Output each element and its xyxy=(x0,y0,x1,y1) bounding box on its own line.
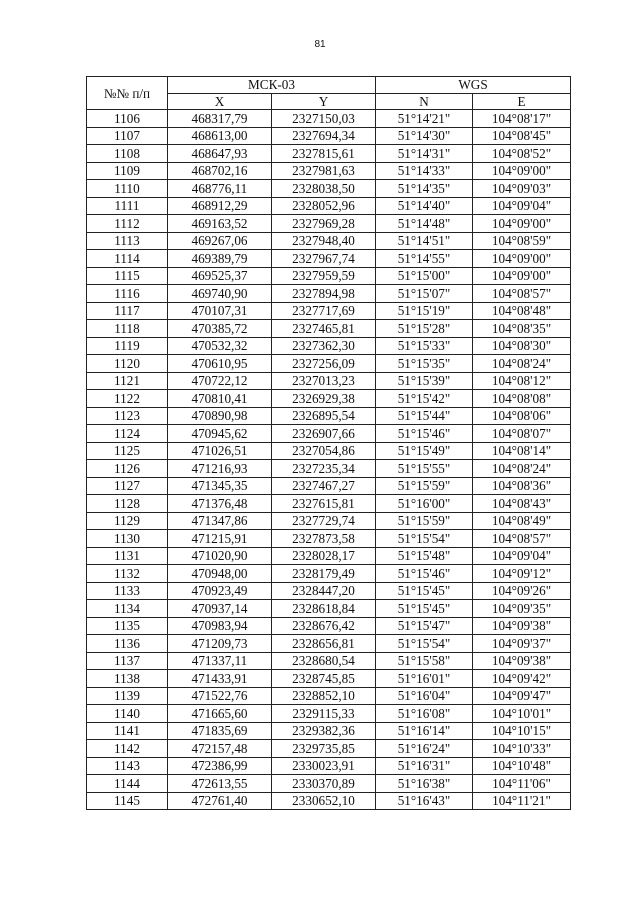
cell-n: 51°15'39" xyxy=(376,372,473,390)
cell-n: 51°15'07" xyxy=(376,285,473,303)
table-row xyxy=(87,460,571,478)
table-body xyxy=(87,110,571,810)
cell-point-number: 1119 xyxy=(87,337,168,355)
header-msk-03: МСК-03 xyxy=(168,77,376,94)
cell-y: 2327467,27 xyxy=(272,477,376,495)
cell-point-number: 1142 xyxy=(87,740,168,758)
table-row xyxy=(87,652,571,670)
cell-n: 51°16'14" xyxy=(376,722,473,740)
cell-x: 472386,99 xyxy=(168,757,272,775)
cell-e: 104°08'08" xyxy=(473,390,571,408)
cell-e: 104°09'00" xyxy=(473,162,571,180)
cell-x: 471020,90 xyxy=(168,547,272,565)
cell-x: 470937,14 xyxy=(168,600,272,618)
cell-e: 104°09'12" xyxy=(473,565,571,583)
cell-x: 470948,00 xyxy=(168,565,272,583)
table-row xyxy=(87,687,571,705)
table-row xyxy=(87,670,571,688)
cell-point-number: 1125 xyxy=(87,442,168,460)
cell-y: 2330023,91 xyxy=(272,757,376,775)
cell-x: 471376,48 xyxy=(168,495,272,513)
cell-n: 51°15'44" xyxy=(376,407,473,425)
cell-y: 2326895,54 xyxy=(272,407,376,425)
header-wgs: WGS xyxy=(376,77,571,94)
cell-e: 104°08'24" xyxy=(473,355,571,373)
cell-y: 2327717,69 xyxy=(272,302,376,320)
cell-y: 2327465,81 xyxy=(272,320,376,338)
cell-x: 470890,98 xyxy=(168,407,272,425)
table-row xyxy=(87,407,571,425)
cell-point-number: 1133 xyxy=(87,582,168,600)
header-e: E xyxy=(473,93,571,110)
cell-y: 2328852,10 xyxy=(272,687,376,705)
cell-e: 104°08'48" xyxy=(473,302,571,320)
table-row xyxy=(87,495,571,513)
cell-x: 469163,52 xyxy=(168,215,272,233)
cell-point-number: 1122 xyxy=(87,390,168,408)
cell-point-number: 1106 xyxy=(87,110,168,128)
cell-point-number: 1143 xyxy=(87,757,168,775)
cell-y: 2328447,20 xyxy=(272,582,376,600)
cell-e: 104°09'04" xyxy=(473,197,571,215)
cell-point-number: 1138 xyxy=(87,670,168,688)
cell-e: 104°10'15" xyxy=(473,722,571,740)
cell-n: 51°16'00" xyxy=(376,495,473,513)
cell-point-number: 1139 xyxy=(87,687,168,705)
table-row xyxy=(87,547,571,565)
cell-x: 471345,35 xyxy=(168,477,272,495)
cell-y: 2327694,34 xyxy=(272,127,376,145)
header-y: Y xyxy=(272,93,376,110)
cell-n: 51°16'31" xyxy=(376,757,473,775)
cell-n: 51°15'59" xyxy=(376,477,473,495)
cell-e: 104°08'17" xyxy=(473,110,571,128)
cell-e: 104°09'03" xyxy=(473,180,571,198)
cell-e: 104°09'26" xyxy=(473,582,571,600)
cell-e: 104°08'30" xyxy=(473,337,571,355)
cell-e: 104°08'12" xyxy=(473,372,571,390)
cell-point-number: 1113 xyxy=(87,232,168,250)
cell-e: 104°11'21" xyxy=(473,792,571,810)
cell-e: 104°09'00" xyxy=(473,267,571,285)
cell-n: 51°16'24" xyxy=(376,740,473,758)
cell-e: 104°09'00" xyxy=(473,215,571,233)
cell-n: 51°15'59" xyxy=(376,512,473,530)
table-row xyxy=(87,477,571,495)
cell-n: 51°15'58" xyxy=(376,652,473,670)
cell-y: 2326907,66 xyxy=(272,425,376,443)
cell-n: 51°15'49" xyxy=(376,442,473,460)
cell-n: 51°15'28" xyxy=(376,320,473,338)
cell-e: 104°08'35" xyxy=(473,320,571,338)
cell-x: 472613,55 xyxy=(168,775,272,793)
cell-e: 104°09'35" xyxy=(473,600,571,618)
cell-n: 51°15'00" xyxy=(376,267,473,285)
cell-point-number: 1141 xyxy=(87,722,168,740)
cell-n: 51°14'55" xyxy=(376,250,473,268)
cell-e: 104°08'07" xyxy=(473,425,571,443)
cell-e: 104°08'49" xyxy=(473,512,571,530)
cell-x: 470107,31 xyxy=(168,302,272,320)
header-point-number: №№ п/п xyxy=(87,77,168,110)
table-row xyxy=(87,372,571,390)
cell-x: 468912,29 xyxy=(168,197,272,215)
cell-y: 2327894,98 xyxy=(272,285,376,303)
cell-y: 2327981,63 xyxy=(272,162,376,180)
cell-n: 51°15'45" xyxy=(376,582,473,600)
cell-n: 51°16'04" xyxy=(376,687,473,705)
cell-e: 104°10'01" xyxy=(473,705,571,723)
cell-y: 2327150,03 xyxy=(272,110,376,128)
cell-x: 471433,91 xyxy=(168,670,272,688)
cell-e: 104°11'06" xyxy=(473,775,571,793)
cell-y: 2328052,96 xyxy=(272,197,376,215)
cell-x: 471522,76 xyxy=(168,687,272,705)
cell-x: 468317,79 xyxy=(168,110,272,128)
cell-y: 2328179,49 xyxy=(272,565,376,583)
cell-e: 104°08'57" xyxy=(473,285,571,303)
cell-x: 471835,69 xyxy=(168,722,272,740)
table-row xyxy=(87,600,571,618)
cell-point-number: 1131 xyxy=(87,547,168,565)
cell-n: 51°14'30" xyxy=(376,127,473,145)
cell-point-number: 1128 xyxy=(87,495,168,513)
table-row xyxy=(87,162,571,180)
cell-x: 468776,11 xyxy=(168,180,272,198)
cell-x: 468647,93 xyxy=(168,145,272,163)
cell-y: 2327615,81 xyxy=(272,495,376,513)
cell-x: 470810,41 xyxy=(168,390,272,408)
table-row xyxy=(87,792,571,810)
cell-x: 471337,11 xyxy=(168,652,272,670)
table-row xyxy=(87,705,571,723)
cell-y: 2327235,34 xyxy=(272,460,376,478)
cell-y: 2327054,86 xyxy=(272,442,376,460)
cell-e: 104°08'59" xyxy=(473,232,571,250)
table-row xyxy=(87,512,571,530)
cell-x: 470385,72 xyxy=(168,320,272,338)
table-header xyxy=(87,77,571,110)
cell-e: 104°08'45" xyxy=(473,127,571,145)
cell-n: 51°15'42" xyxy=(376,390,473,408)
cell-e: 104°08'52" xyxy=(473,145,571,163)
cell-y: 2330370,89 xyxy=(272,775,376,793)
cell-n: 51°14'40" xyxy=(376,197,473,215)
cell-y: 2328028,17 xyxy=(272,547,376,565)
cell-n: 51°16'01" xyxy=(376,670,473,688)
cell-e: 104°09'38" xyxy=(473,617,571,635)
cell-point-number: 1132 xyxy=(87,565,168,583)
cell-y: 2326929,38 xyxy=(272,390,376,408)
cell-x: 469267,06 xyxy=(168,232,272,250)
cell-n: 51°15'54" xyxy=(376,530,473,548)
table-row xyxy=(87,180,571,198)
cell-point-number: 1123 xyxy=(87,407,168,425)
header-x: X xyxy=(168,93,272,110)
cell-n: 51°15'19" xyxy=(376,302,473,320)
cell-n: 51°15'54" xyxy=(376,635,473,653)
cell-n: 51°14'35" xyxy=(376,180,473,198)
table-row xyxy=(87,757,571,775)
cell-e: 104°08'36" xyxy=(473,477,571,495)
cell-point-number: 1136 xyxy=(87,635,168,653)
cell-point-number: 1108 xyxy=(87,145,168,163)
cell-point-number: 1134 xyxy=(87,600,168,618)
cell-n: 51°15'45" xyxy=(376,600,473,618)
cell-x: 468613,00 xyxy=(168,127,272,145)
cell-y: 2328038,50 xyxy=(272,180,376,198)
cell-e: 104°10'33" xyxy=(473,740,571,758)
cell-y: 2327959,59 xyxy=(272,267,376,285)
table-row xyxy=(87,285,571,303)
cell-y: 2330652,10 xyxy=(272,792,376,810)
cell-e: 104°09'47" xyxy=(473,687,571,705)
cell-n: 51°14'31" xyxy=(376,145,473,163)
cell-e: 104°08'06" xyxy=(473,407,571,425)
cell-point-number: 1135 xyxy=(87,617,168,635)
cell-x: 470983,94 xyxy=(168,617,272,635)
cell-point-number: 1129 xyxy=(87,512,168,530)
table-row xyxy=(87,775,571,793)
cell-y: 2327256,09 xyxy=(272,355,376,373)
cell-point-number: 1111 xyxy=(87,197,168,215)
cell-x: 470945,62 xyxy=(168,425,272,443)
table-row xyxy=(87,127,571,145)
table-row xyxy=(87,390,571,408)
cell-y: 2327362,30 xyxy=(272,337,376,355)
cell-x: 470610,95 xyxy=(168,355,272,373)
cell-n: 51°16'43" xyxy=(376,792,473,810)
table-row xyxy=(87,302,571,320)
cell-n: 51°15'46" xyxy=(376,425,473,443)
cell-x: 471347,86 xyxy=(168,512,272,530)
cell-n: 51°15'47" xyxy=(376,617,473,635)
cell-x: 469525,37 xyxy=(168,267,272,285)
cell-e: 104°09'42" xyxy=(473,670,571,688)
cell-e: 104°09'04" xyxy=(473,547,571,565)
table-row xyxy=(87,582,571,600)
cell-x: 470722,12 xyxy=(168,372,272,390)
cell-x: 471026,51 xyxy=(168,442,272,460)
cell-x: 471209,73 xyxy=(168,635,272,653)
cell-y: 2327013,23 xyxy=(272,372,376,390)
cell-y: 2329735,85 xyxy=(272,740,376,758)
cell-point-number: 1117 xyxy=(87,302,168,320)
table-row xyxy=(87,197,571,215)
table-row xyxy=(87,232,571,250)
cell-n: 51°16'08" xyxy=(376,705,473,723)
cell-e: 104°08'24" xyxy=(473,460,571,478)
header-n: N xyxy=(376,93,473,110)
table-row xyxy=(87,442,571,460)
cell-point-number: 1110 xyxy=(87,180,168,198)
cell-point-number: 1124 xyxy=(87,425,168,443)
cell-point-number: 1137 xyxy=(87,652,168,670)
cell-x: 470532,32 xyxy=(168,337,272,355)
cell-x: 472761,40 xyxy=(168,792,272,810)
cell-n: 51°16'38" xyxy=(376,775,473,793)
table-row xyxy=(87,215,571,233)
cell-point-number: 1130 xyxy=(87,530,168,548)
cell-n: 51°15'48" xyxy=(376,547,473,565)
cell-e: 104°09'38" xyxy=(473,652,571,670)
page-number: 81 xyxy=(314,39,326,50)
cell-y: 2327948,40 xyxy=(272,232,376,250)
cell-n: 51°14'33" xyxy=(376,162,473,180)
cell-n: 51°15'33" xyxy=(376,337,473,355)
cell-point-number: 1107 xyxy=(87,127,168,145)
cell-x: 470923,49 xyxy=(168,582,272,600)
table-row xyxy=(87,617,571,635)
cell-x: 469389,79 xyxy=(168,250,272,268)
cell-n: 51°15'46" xyxy=(376,565,473,583)
cell-point-number: 1116 xyxy=(87,285,168,303)
cell-point-number: 1112 xyxy=(87,215,168,233)
cell-n: 51°14'48" xyxy=(376,215,473,233)
cell-y: 2327873,58 xyxy=(272,530,376,548)
cell-e: 104°09'37" xyxy=(473,635,571,653)
table-row xyxy=(87,145,571,163)
cell-e: 104°08'43" xyxy=(473,495,571,513)
cell-n: 51°14'51" xyxy=(376,232,473,250)
cell-point-number: 1126 xyxy=(87,460,168,478)
cell-y: 2327815,61 xyxy=(272,145,376,163)
cell-y: 2327969,28 xyxy=(272,215,376,233)
cell-e: 104°09'00" xyxy=(473,250,571,268)
table-row xyxy=(87,530,571,548)
table-row xyxy=(87,355,571,373)
cell-y: 2329115,33 xyxy=(272,705,376,723)
cell-x: 471216,93 xyxy=(168,460,272,478)
cell-point-number: 1120 xyxy=(87,355,168,373)
table-row xyxy=(87,425,571,443)
cell-point-number: 1109 xyxy=(87,162,168,180)
cell-y: 2328676,42 xyxy=(272,617,376,635)
table-row xyxy=(87,250,571,268)
coordinates-table xyxy=(86,76,571,810)
cell-point-number: 1118 xyxy=(87,320,168,338)
cell-n: 51°15'35" xyxy=(376,355,473,373)
table-row xyxy=(87,740,571,758)
cell-point-number: 1114 xyxy=(87,250,168,268)
table-row xyxy=(87,267,571,285)
cell-y: 2327967,74 xyxy=(272,250,376,268)
table-row xyxy=(87,110,571,128)
cell-y: 2329382,36 xyxy=(272,722,376,740)
cell-y: 2328656,81 xyxy=(272,635,376,653)
table-row xyxy=(87,565,571,583)
table-row xyxy=(87,320,571,338)
cell-point-number: 1115 xyxy=(87,267,168,285)
cell-n: 51°14'21" xyxy=(376,110,473,128)
cell-e: 104°08'14" xyxy=(473,442,571,460)
cell-x: 471215,91 xyxy=(168,530,272,548)
cell-point-number: 1127 xyxy=(87,477,168,495)
table-row xyxy=(87,722,571,740)
cell-e: 104°08'57" xyxy=(473,530,571,548)
cell-point-number: 1121 xyxy=(87,372,168,390)
cell-y: 2328745,85 xyxy=(272,670,376,688)
cell-point-number: 1144 xyxy=(87,775,168,793)
cell-x: 472157,48 xyxy=(168,740,272,758)
table-row xyxy=(87,635,571,653)
cell-y: 2328680,54 xyxy=(272,652,376,670)
cell-point-number: 1140 xyxy=(87,705,168,723)
cell-e: 104°10'48" xyxy=(473,757,571,775)
table-row xyxy=(87,337,571,355)
cell-n: 51°15'55" xyxy=(376,460,473,478)
cell-y: 2327729,74 xyxy=(272,512,376,530)
cell-x: 468702,16 xyxy=(168,162,272,180)
cell-x: 469740,90 xyxy=(168,285,272,303)
cell-x: 471665,60 xyxy=(168,705,272,723)
cell-y: 2328618,84 xyxy=(272,600,376,618)
cell-point-number: 1145 xyxy=(87,792,168,810)
